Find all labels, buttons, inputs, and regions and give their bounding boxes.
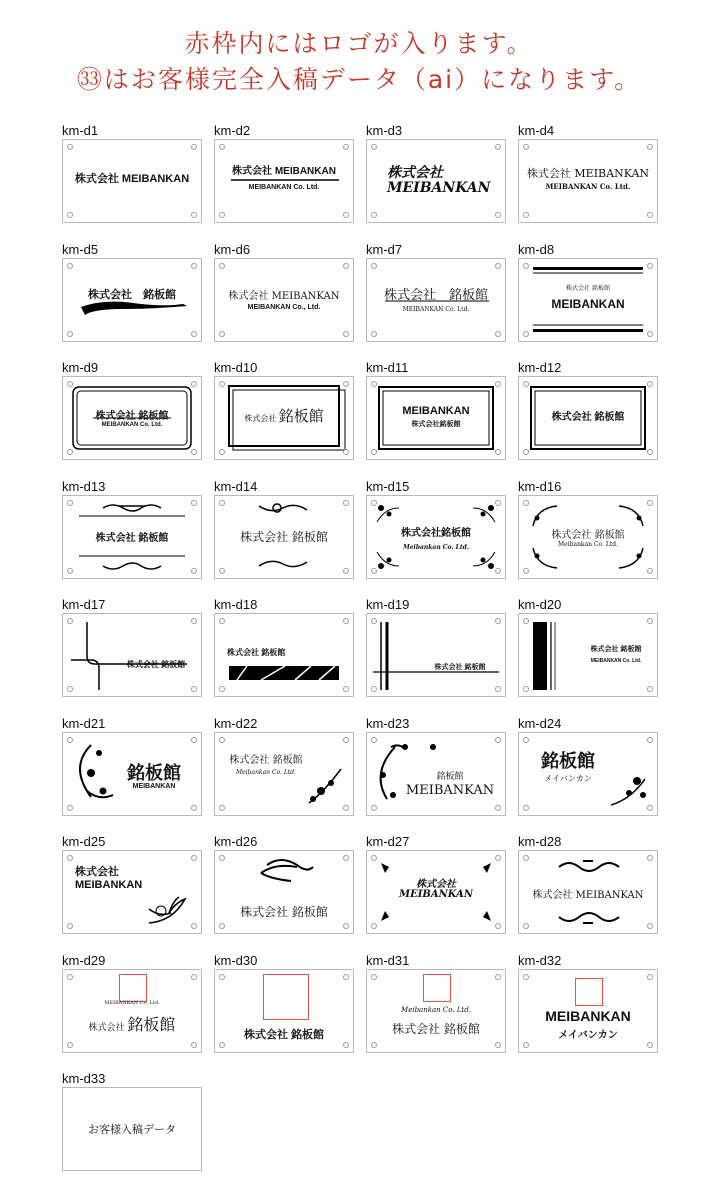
plate-text-line: 株式会社 銘板館 [566, 284, 610, 292]
nameplate-preview [366, 495, 506, 579]
design-id-label: km-d11 [366, 360, 409, 375]
screw-hole-icon [191, 923, 197, 929]
design-card-km-d24 [518, 715, 658, 816]
screw-hole-icon [523, 449, 529, 455]
screw-hole-icon [495, 144, 501, 150]
design-id-label: km-d12 [518, 360, 562, 375]
nameplate-preview [518, 969, 658, 1053]
nameplate-preview [214, 495, 354, 579]
screw-hole-icon [67, 686, 73, 692]
plate-text-line: MEIBANKAN Co. Ltd. [104, 999, 160, 1006]
design-card-km-d13 [62, 478, 202, 579]
screw-hole-icon [647, 263, 653, 269]
screw-hole-icon [523, 855, 529, 861]
design-card-km-d12 [518, 359, 658, 460]
design-id-label: km-d13 [62, 478, 106, 494]
nameplate-preview [518, 495, 658, 579]
plate-text-line: MEIBANKAN Co. Ltd. [545, 182, 631, 191]
screw-hole-icon [67, 923, 73, 929]
design-id-label: km-d5 [62, 241, 99, 257]
design-card-km-d7 [366, 241, 506, 342]
design-card-km-d15 [366, 478, 506, 579]
screw-hole-icon [647, 805, 653, 811]
design-card-km-d8 [518, 241, 658, 342]
header-line-2: ㉝はお客様完全入稿データ（ai）になります。 [76, 65, 642, 94]
plate-text-line: 株式会社 銘板館 [240, 529, 328, 544]
plate-text-line: 株式会社 銘板館 [227, 648, 286, 657]
design-card-km-d19 [366, 596, 506, 697]
nameplate-preview [62, 850, 202, 934]
design-card-km-d16 [518, 478, 658, 579]
screw-hole-icon [371, 974, 377, 980]
screw-hole-icon [67, 449, 73, 455]
design-id-label: km-d33 [62, 1071, 106, 1086]
design-card-km-d30 [214, 952, 354, 1053]
nameplate-preview [214, 732, 354, 816]
nameplate-preview [214, 969, 354, 1053]
screw-hole-icon [191, 618, 197, 624]
design-id-label: km-d31 [366, 952, 410, 968]
design-id-label: km-d1 [62, 123, 99, 138]
design-card-km-d26 [214, 833, 354, 934]
screw-hole-icon [523, 144, 529, 150]
plate-text-line: 株式会社 銘板館 [229, 754, 303, 766]
plate-text-line: 株式会社 銘板館 [126, 660, 186, 669]
design-id-label: km-d20 [518, 597, 562, 612]
design-id-label: km-d14 [214, 478, 258, 494]
nameplate-preview [366, 969, 506, 1053]
plate-text-line: 株式会社 銘板館 [95, 532, 169, 544]
nameplate-preview [366, 613, 506, 697]
screw-hole-icon [523, 212, 529, 218]
design-id-label: km-d22 [214, 715, 258, 731]
screw-hole-icon [523, 263, 529, 269]
screw-hole-icon [343, 144, 349, 150]
screw-hole-icon [219, 855, 225, 861]
design-card-km-d14 [214, 478, 354, 579]
plate-text-line: 株式会社 銘板館 [240, 905, 328, 919]
design-id-label: km-d30 [214, 952, 258, 968]
screw-hole-icon [219, 974, 225, 980]
screw-hole-icon [647, 737, 653, 743]
screw-hole-icon [191, 381, 197, 387]
screw-hole-icon [219, 805, 225, 811]
screw-hole-icon [647, 923, 653, 929]
screw-hole-icon [371, 923, 377, 929]
screw-hole-icon [495, 923, 501, 929]
screw-hole-icon [647, 449, 653, 455]
design-id-label: km-d26 [214, 834, 258, 849]
design-card-km-d28 [518, 833, 658, 934]
design-card-km-d11 [366, 359, 506, 460]
nameplate-preview [366, 258, 506, 342]
nameplate-preview [366, 139, 506, 223]
plate-ornament [215, 140, 353, 222]
screw-hole-icon [495, 805, 501, 811]
screw-hole-icon [647, 568, 653, 574]
design-card-km-d29 [62, 952, 202, 1053]
plate-text-line: 株式会社 MEIBANKAN [526, 167, 650, 180]
nameplate-preview [366, 732, 506, 816]
screw-hole-icon [495, 263, 501, 269]
plate-text-line: 株式会社 銘板館 [434, 664, 486, 671]
screw-hole-icon [343, 263, 349, 269]
plate-text-line: MEIBANKAN [551, 296, 625, 311]
screw-hole-icon [191, 855, 197, 861]
screw-hole-icon [343, 1042, 349, 1048]
screw-hole-icon [523, 923, 529, 929]
plate-ornament [63, 614, 201, 696]
screw-hole-icon [343, 568, 349, 574]
screw-hole-icon [343, 500, 349, 506]
nameplate-preview [62, 732, 202, 816]
screw-hole-icon [67, 805, 73, 811]
screw-hole-icon [647, 1042, 653, 1048]
plate-text-line: 株式会社 MEIBANKAN [74, 173, 190, 185]
design-id-label: km-d27 [366, 834, 410, 849]
screw-hole-icon [343, 805, 349, 811]
plate-text-line: 株式会社 銘板館 [88, 288, 176, 301]
nameplate-preview [214, 258, 354, 342]
nameplate-preview [62, 376, 202, 460]
plate-text-line: 株式会社銘板館 [411, 421, 461, 428]
design-card-km-d4 [518, 122, 658, 223]
plate-text-line: MEIBANKAN [399, 889, 473, 900]
design-id-label: km-d4 [518, 123, 555, 138]
screw-hole-icon [219, 686, 225, 692]
screw-hole-icon [371, 568, 377, 574]
screw-hole-icon [495, 737, 501, 743]
plate-text-line: MEIBANKAN Co. Ltd. [248, 184, 320, 191]
design-id-label: km-d9 [62, 360, 99, 375]
plate-ornament [519, 614, 657, 696]
nameplate-preview [62, 969, 202, 1053]
design-card-km-d31 [366, 952, 506, 1053]
logo-placeholder-box [423, 974, 451, 1002]
design-card-km-d21 [62, 715, 202, 816]
screw-hole-icon [219, 263, 225, 269]
plate-text-line: MEIBANKAN Co. Ltd. [590, 658, 642, 664]
screw-hole-icon [647, 855, 653, 861]
plate-text-line: Meibankan Co. Ltd. [401, 1005, 471, 1014]
screw-hole-icon [219, 1042, 225, 1048]
nameplate-preview [214, 376, 354, 460]
plate-text-line: 株式会社 銘板館 [392, 1021, 480, 1036]
screw-hole-icon [67, 568, 73, 574]
plate-text-line: MEIBANKAN Co. Ltd. [402, 305, 470, 313]
plate-text-line: 株式会社 銘板館 [551, 412, 625, 423]
plate-text-line: 銘板館 [127, 1014, 176, 1034]
design-id-label: km-d19 [366, 597, 410, 612]
screw-hole-icon [647, 974, 653, 980]
screw-hole-icon [67, 1042, 73, 1048]
screw-hole-icon [371, 381, 377, 387]
screw-hole-icon [67, 500, 73, 506]
design-id-label: km-d21 [62, 715, 106, 731]
plate-ornament [367, 614, 505, 696]
screw-hole-icon [191, 212, 197, 218]
screw-hole-icon [495, 568, 501, 574]
plate-ornament [215, 851, 353, 933]
design-id-label: km-d2 [214, 123, 251, 138]
design-card-km-d32 [518, 952, 658, 1053]
screw-hole-icon [495, 381, 501, 387]
screw-hole-icon [523, 1042, 529, 1048]
design-card-km-d23 [366, 715, 506, 816]
nameplate-preview [214, 139, 354, 223]
plate-text-line: 銘板館 [436, 771, 464, 782]
design-card-km-d5 [62, 241, 202, 342]
design-card-km-d10 [214, 359, 354, 460]
screw-hole-icon [219, 923, 225, 929]
plate-text-line: お客様入稿データ [88, 1123, 176, 1136]
plate-text-line: Meibankan Co. Ltd. [236, 768, 296, 776]
screw-hole-icon [219, 144, 225, 150]
screw-hole-icon [67, 212, 73, 218]
screw-hole-icon [523, 737, 529, 743]
design-card-km-d27 [366, 833, 506, 934]
screw-hole-icon [647, 618, 653, 624]
plate-text-line: 株式会社 MEIBANKAN [532, 890, 644, 901]
design-id-label: km-d18 [214, 597, 258, 612]
screw-hole-icon [523, 331, 529, 337]
plate-text-line: MEIBANKAN [402, 405, 470, 417]
screw-hole-icon [343, 737, 349, 743]
screw-hole-icon [371, 331, 377, 337]
screw-hole-icon [371, 805, 377, 811]
screw-hole-icon [343, 331, 349, 337]
plate-text-line: 銘板館 [541, 750, 595, 772]
screw-hole-icon [495, 449, 501, 455]
screw-hole-icon [191, 568, 197, 574]
design-card-km-d1 [62, 122, 202, 223]
screw-hole-icon [191, 144, 197, 150]
design-card-km-d18 [214, 596, 354, 697]
design-card-km-d33 [62, 1070, 202, 1171]
plate-text-line: 株式会社 [244, 414, 279, 423]
screw-hole-icon [191, 974, 197, 980]
screw-hole-icon [371, 500, 377, 506]
logo-placeholder-box [119, 974, 147, 1002]
screw-hole-icon [371, 212, 377, 218]
screw-hole-icon [191, 500, 197, 506]
plate-text-line: Meibankan Co. Ltd. [403, 543, 469, 551]
screw-hole-icon [191, 805, 197, 811]
screw-hole-icon [219, 568, 225, 574]
plate-text-line: 銘板館 [127, 762, 181, 784]
screw-hole-icon [647, 500, 653, 506]
screw-hole-icon [343, 855, 349, 861]
plate-text-line: MEIBANKAN [405, 782, 495, 798]
plate-text-line: MEIBANKAN Co., Ltd. [247, 303, 321, 311]
nameplate-preview [518, 613, 658, 697]
header-line-1: 赤枠内にはロゴが入ります。 [184, 29, 534, 58]
nameplate-preview [518, 139, 658, 223]
screw-hole-icon [219, 381, 225, 387]
plate-text-line: 株式会社 [387, 165, 443, 181]
plate-text-line: Meibankan Co. Ltd. [558, 540, 618, 548]
plate-text-line: MEIBANKAN [132, 782, 176, 790]
design-id-label: km-d23 [366, 715, 410, 731]
screw-hole-icon [371, 449, 377, 455]
screw-hole-icon [343, 974, 349, 980]
screw-hole-icon [495, 212, 501, 218]
design-id-label: km-d32 [518, 952, 562, 968]
plate-text-row [215, 405, 353, 426]
plate-text-line: MEIBANKAN Co. Ltd. [101, 422, 163, 428]
screw-hole-icon [523, 568, 529, 574]
plate-text-line: 株式会社 銘板館 [243, 1028, 325, 1041]
screw-hole-icon [371, 855, 377, 861]
plate-text-line: MEIBANKAN [387, 180, 491, 196]
screw-hole-icon [67, 144, 73, 150]
plate-text-line: 株式会社銘板館 [401, 527, 471, 539]
screw-hole-icon [371, 686, 377, 692]
design-id-label: km-d17 [62, 597, 106, 612]
screw-hole-icon [343, 686, 349, 692]
plate-text-line: 株式会社 MEIBANKAN [232, 166, 336, 177]
design-id-label: km-d28 [518, 834, 562, 849]
screw-hole-icon [495, 618, 501, 624]
plate-text-line: MEIBANKAN [75, 879, 143, 891]
logo-placeholder-box [263, 974, 309, 1020]
design-id-label: km-d3 [366, 123, 403, 138]
screw-hole-icon [67, 263, 73, 269]
page-header [0, 26, 718, 98]
nameplate-preview [518, 850, 658, 934]
nameplate-preview [62, 258, 202, 342]
plate-text-line: 株式会社 銘板館 [95, 411, 169, 422]
nameplate-preview [366, 850, 506, 934]
logo-placeholder-box [575, 978, 603, 1006]
screw-hole-icon [495, 331, 501, 337]
screw-hole-icon [343, 449, 349, 455]
screw-hole-icon [495, 974, 501, 980]
screw-hole-icon [647, 144, 653, 150]
design-id-label: km-d6 [214, 241, 251, 257]
design-card-km-d20 [518, 596, 658, 697]
screw-hole-icon [371, 1042, 377, 1048]
design-card-km-d9 [62, 359, 202, 460]
nameplate-preview [214, 850, 354, 934]
plate-text-line: 株式会社 [75, 866, 119, 878]
screw-hole-icon [219, 618, 225, 624]
screw-hole-icon [191, 686, 197, 692]
screw-hole-icon [67, 974, 73, 980]
screw-hole-icon [67, 737, 73, 743]
screw-hole-icon [191, 263, 197, 269]
screw-hole-icon [523, 618, 529, 624]
plate-text-line: 株式会社 MEIBANKAN [228, 290, 340, 302]
nameplate-preview [518, 376, 658, 460]
screw-hole-icon [371, 263, 377, 269]
design-id-label: km-d8 [518, 241, 555, 257]
nameplate-preview [214, 613, 354, 697]
screw-hole-icon [647, 686, 653, 692]
screw-hole-icon [343, 923, 349, 929]
design-card-km-d22 [214, 715, 354, 816]
screw-hole-icon [371, 618, 377, 624]
design-card-km-d3 [366, 122, 506, 223]
screw-hole-icon [67, 618, 73, 624]
screw-hole-icon [523, 974, 529, 980]
design-card-km-d2 [214, 122, 354, 223]
screw-hole-icon [191, 331, 197, 337]
screw-hole-icon [343, 618, 349, 624]
plate-text-row [63, 1012, 201, 1035]
screw-hole-icon [523, 686, 529, 692]
screw-hole-icon [371, 737, 377, 743]
screw-hole-icon [67, 331, 73, 337]
plate-text-line: 株式会社 [416, 879, 456, 890]
screw-hole-icon [647, 381, 653, 387]
plate-text-line: 銘板館 [278, 407, 324, 425]
screw-hole-icon [219, 500, 225, 506]
plate-text-line: 株式会社 [88, 1022, 128, 1033]
screw-hole-icon [523, 500, 529, 506]
screw-hole-icon [67, 855, 73, 861]
design-id-label: km-d29 [62, 952, 106, 968]
plate-ornament [367, 377, 505, 459]
screw-hole-icon [191, 1042, 197, 1048]
nameplate-preview [366, 376, 506, 460]
screw-hole-icon [495, 686, 501, 692]
screw-hole-icon [343, 381, 349, 387]
nameplate-preview [62, 495, 202, 579]
screw-hole-icon [219, 331, 225, 337]
screw-hole-icon [523, 805, 529, 811]
plate-text-line: メイバンカン [558, 1029, 618, 1041]
nameplate-preview [62, 613, 202, 697]
design-card-km-d6 [214, 241, 354, 342]
screw-hole-icon [191, 449, 197, 455]
plate-text-line: メイバンカン [544, 773, 592, 783]
nameplate-preview [62, 139, 202, 223]
screw-hole-icon [523, 381, 529, 387]
design-id-label: km-d24 [518, 715, 562, 731]
plate-text-line: 株式会社 銘板館 [383, 287, 488, 303]
screw-hole-icon [67, 381, 73, 387]
screw-hole-icon [191, 737, 197, 743]
screw-hole-icon [219, 737, 225, 743]
screw-hole-icon [647, 331, 653, 337]
screw-hole-icon [343, 212, 349, 218]
screw-hole-icon [219, 449, 225, 455]
design-card-km-d17 [62, 596, 202, 697]
screw-hole-icon [495, 855, 501, 861]
design-id-label: km-d25 [62, 834, 106, 849]
design-id-label: km-d10 [214, 360, 258, 375]
screw-hole-icon [495, 500, 501, 506]
design-id-label: km-d15 [366, 478, 410, 494]
screw-hole-icon [647, 212, 653, 218]
plate-text-line: MEIBANKAN [545, 1007, 631, 1024]
design-id-label: km-d7 [366, 241, 403, 257]
design-card-km-d25 [62, 833, 202, 934]
screw-hole-icon [219, 212, 225, 218]
nameplate-preview [518, 258, 658, 342]
nameplate-preview [518, 732, 658, 816]
plate-text-line: 株式会社 銘板館 [551, 529, 625, 541]
screw-hole-icon [371, 144, 377, 150]
nameplate-preview [62, 1087, 202, 1171]
plate-text-line: 株式会社 銘板館 [590, 646, 642, 653]
design-id-label: km-d16 [518, 478, 562, 494]
screw-hole-icon [495, 1042, 501, 1048]
